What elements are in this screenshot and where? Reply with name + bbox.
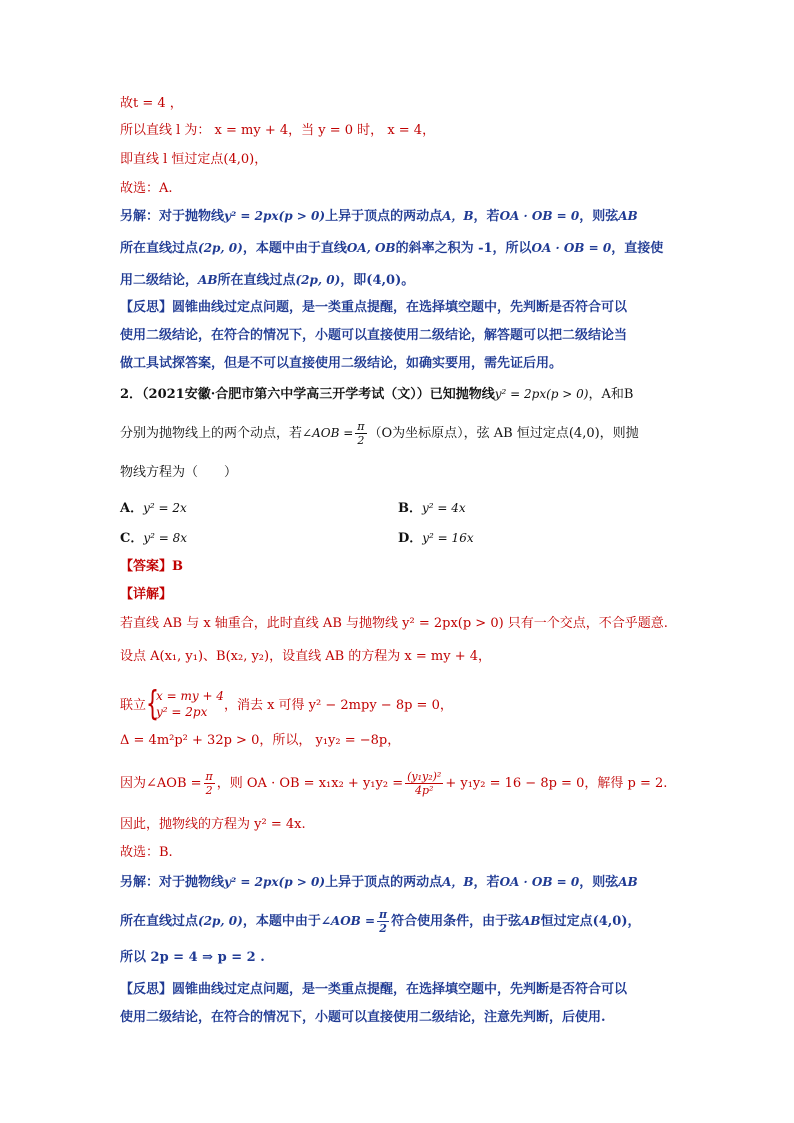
option-c: C．y² = 8x [120, 531, 188, 546]
answer-label: 【答案】B [120, 559, 183, 574]
text-line: 即直线 l 恒过定点(4,0)， [120, 152, 268, 167]
question-stem: 分别为抛物线上的两个动点，若∠AOB = $\frac{\pi}{2}$ （O为坐标原点），弦 AB 恒过定点(4,0)，则抛 [120, 420, 639, 447]
alt-solution-line: 另解：对于抛物线y² = 2px(p > 0)上异于顶点的两动点A，B，若OA · OB = 0，则弦AB [120, 209, 638, 224]
solution-line: 若直线 AB 与 x 轴重合，此时直线 AB 与抛物线 y² = 2px(p > 0) 只有一个交点，不合乎题意. [120, 616, 668, 631]
solution-line: 因为∠AOB = $\frac{\pi}{2}$ ，则 OA · OB = x₁x₂ + y₁y₂ = $\frac{\text{(y₁y₂)²}}{\text{4p²}}$ + y₁y₂ = 16 − 8p = 0，解得 p = 2. [120, 770, 668, 797]
solution-line: 设点 A(x₁, y₁)、B(x₂, y₂)，设直线 AB 的方程为 x = my + 4， [120, 649, 492, 664]
equation-system: { x = my + 4 y² = 2px [146, 684, 224, 724]
reflection-line: 【反思】圆锥曲线过定点问题，是一类重点提醒，在选择填空题中，先判断是否符合可以 [120, 982, 628, 997]
option-d: D．y² = 16x [398, 531, 474, 546]
text-line: 故选：A. [120, 181, 173, 196]
fraction: $\frac{\text{(y₁y₂)²}}{\text{4p²}}$ [407, 770, 442, 797]
solution-line: 因此，抛物线的方程为 y² = 4x. [120, 817, 306, 832]
alt-solution-line: 另解：对于抛物线y² = 2px(p > 0)上异于顶点的两动点A，B，若OA · OB = 0，则弦AB [120, 875, 638, 890]
reflection-line: 做工具试探答案，但是不可以直接使用二级结论，如确实要用，需先证后用。 [120, 356, 563, 371]
text-line: 故t = 4 ， [120, 96, 183, 111]
solution-line: Δ = 4m²p² + 32p > 0，所以， y₁y₂ = −8p， [120, 733, 401, 748]
question-stem: 物线方程为（ ） [120, 465, 238, 480]
reflection-line: 使用二级结论，在符合的情况下，小题可以直接使用二级结论，注意先判断，后使用. [120, 1010, 606, 1025]
option-b: B．y² = 4x [398, 501, 466, 516]
alt-solution-line: 所以 2p = 4 ⇒ p = 2 . [120, 950, 265, 965]
fraction: $\frac{\pi}{2}$ [357, 420, 365, 447]
text-line: 所以直线 l 为： x = my + 4，当 y = 0 时， x = 4， [120, 123, 436, 138]
question-stem: 2．（2021安徽·合肥市第六中学高三开学考试（文））已知抛物线y² = 2px(p > 0)，A和B [120, 387, 634, 402]
fraction: $\frac{\pi}{2}$ [379, 908, 388, 935]
detail-label: 【详解】 [120, 587, 173, 602]
reflection-line: 【反思】圆锥曲线过定点问题，是一类重点提醒，在选择填空题中，先判断是否符合可以 [120, 300, 628, 315]
option-a: A．y² = 2x [120, 501, 187, 516]
solution-line: 联立 { x = my + 4 y² = 2px ，消去 x 可得 y² − 2mpy − 8p = 0， [120, 684, 453, 724]
reflection-line: 使用二级结论，在符合的情况下，小题可以直接使用二级结论，解答题可以把二级结论当 [120, 328, 628, 343]
alt-solution-line: 用二级结论，AB所在直线过点(2p, 0)，即(4,0)。 [120, 273, 415, 288]
alt-solution-line: 所在直线过点(2p, 0)，本题中由于∠AOB = $\frac{\pi}{2}$ 符合使用条件，由于弦AB恒过定点(4,0)， [120, 908, 641, 935]
solution-line: 故选：B. [120, 845, 173, 860]
alt-solution-line: 所在直线过点(2p, 0)，本题中由于直线OA, OB的斜率之积为 -1，所以OA · OB = 0，直接使 [120, 241, 664, 256]
fraction: $\frac{\pi}{2}$ [205, 770, 213, 797]
